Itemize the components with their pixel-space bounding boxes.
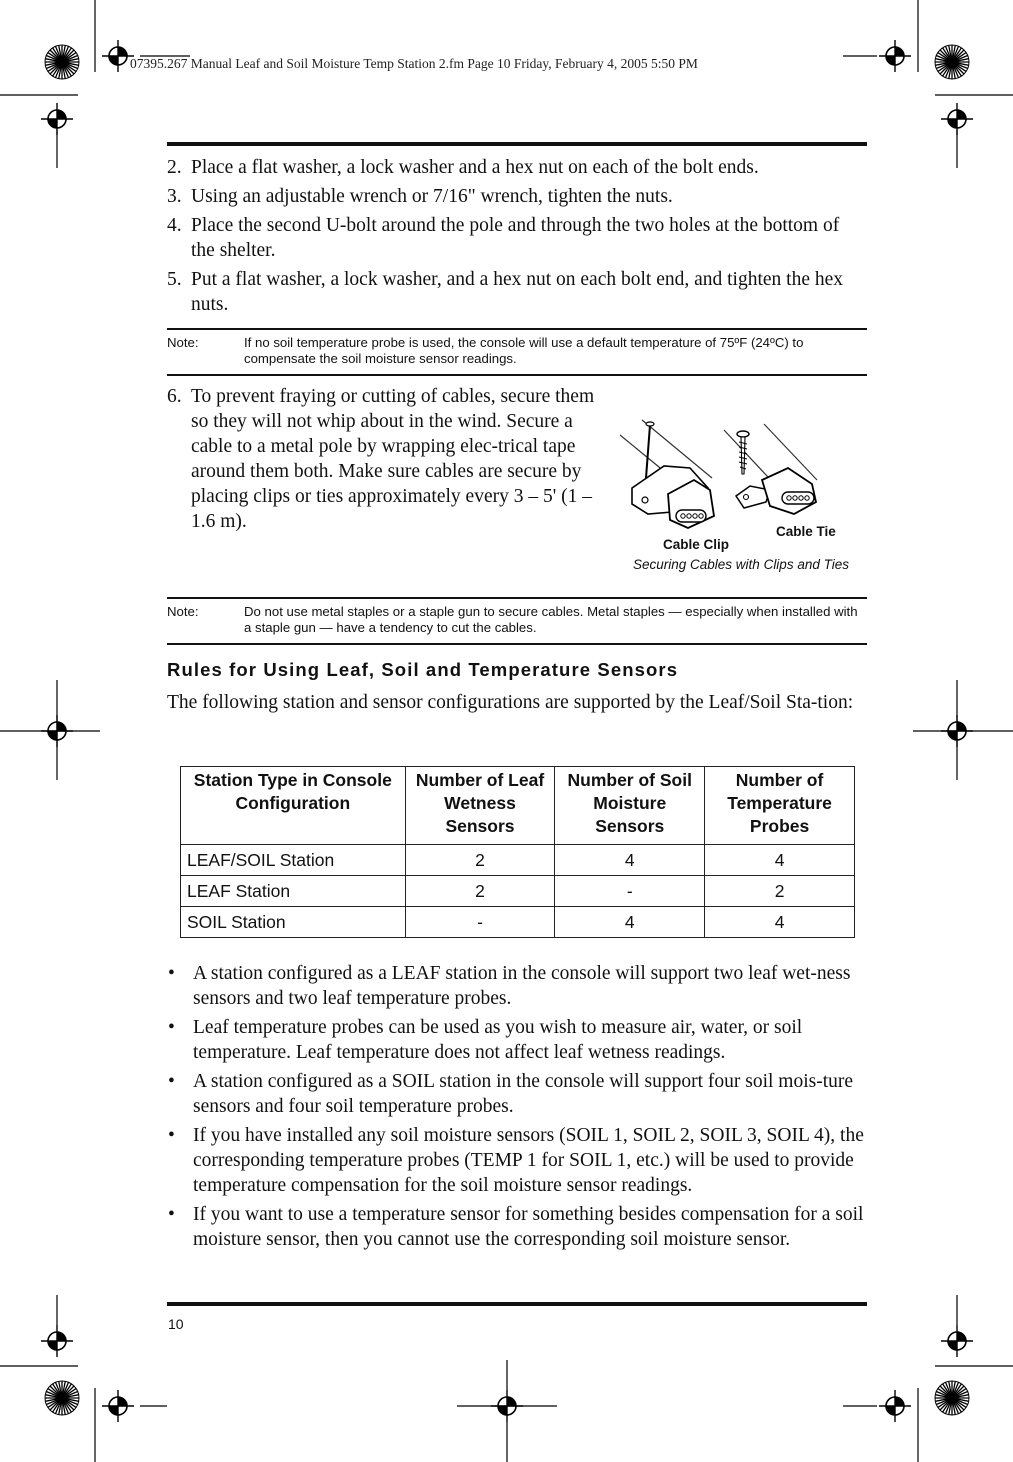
step-3 xyxy=(167,184,867,209)
list-item xyxy=(167,1123,867,1198)
step-number: 6. xyxy=(167,386,182,407)
cable-clip-tie-illustration xyxy=(612,410,862,580)
list-item-text: Leaf temperature probes can be used as you wish to measure air, water, or soil temperature. Leaf temperature does not affect leaf wetness readings. xyxy=(193,1017,803,1063)
table-row xyxy=(181,907,855,938)
step-number: 3. xyxy=(167,186,182,207)
table-row xyxy=(181,876,855,907)
table-header-row xyxy=(181,767,855,845)
table-cell: LEAF Station xyxy=(181,876,406,907)
note1-top-rule xyxy=(167,328,867,330)
note-label: Note: xyxy=(167,335,199,350)
cable-tie-label: Cable Tie xyxy=(776,524,836,539)
step-text: Using an adjustable wrench or 7/16" wrench, tighten the nuts. xyxy=(191,186,673,207)
column-header: Number of Temperature Probes xyxy=(705,767,855,845)
table-cell: 4 xyxy=(705,907,855,938)
list-item xyxy=(167,1069,867,1119)
step-4 xyxy=(167,213,867,263)
list-item-text: If you want to use a temperature sensor for something besides compensation for a soil moisture sensor, then you cannot use the corresponding soil moisture sensor. xyxy=(193,1204,864,1250)
table-cell: 2 xyxy=(705,876,855,907)
note-text: Do not use metal staples or a staple gun to secure cables. Metal staples — especially when installed with a staple gun — have a tendency to cut the cables. xyxy=(244,604,858,635)
list-item xyxy=(167,1015,867,1065)
bullet-marker: • xyxy=(168,1071,175,1092)
steps-top xyxy=(167,155,867,317)
column-header: Number of Soil Moisture Sensors xyxy=(555,767,705,845)
note-label: Note: xyxy=(167,604,199,619)
table-cell: 4 xyxy=(555,845,705,876)
step-text: Place the second U-bolt around the pole and through the two holes at the bottom of the shelter. xyxy=(191,215,840,261)
bullet-marker: • xyxy=(168,1017,175,1038)
rules-bullet-list xyxy=(167,961,867,1256)
list-item-text: If you have installed any soil moisture sensors (SOIL 1, SOIL 2, SOIL 3, SOIL 4), the corresponding temperature probes (TEMP 1 for SOIL 1, etc.) will be used to provide temperature compensation for the soil moisture sensor readings. xyxy=(193,1125,864,1196)
table-cell: 2 xyxy=(405,845,555,876)
step-5 xyxy=(167,267,867,317)
bullet-marker: • xyxy=(168,1204,175,1225)
step-text: Put a flat washer, a lock washer, and a hex nut on each bolt end, and tighten the hex nuts. xyxy=(191,269,844,315)
note-metal-staples xyxy=(167,604,867,636)
list-item xyxy=(167,961,867,1011)
table-cell: 4 xyxy=(705,845,855,876)
step-2 xyxy=(167,155,867,180)
step-number: 5. xyxy=(167,269,182,290)
table-row xyxy=(181,845,855,876)
table-cell: 2 xyxy=(405,876,555,907)
note1-bottom-rule xyxy=(167,374,867,376)
step-number: 4. xyxy=(167,215,182,236)
table-cell: - xyxy=(555,876,705,907)
page-number: 10 xyxy=(168,1316,184,1332)
cable-clip-label: Cable Clip xyxy=(663,537,730,552)
column-header: Station Type in Console Configuration xyxy=(181,767,406,845)
section-intro: The following station and sensor configurations are supported by the Leaf/Soil Sta-tion: xyxy=(167,692,854,713)
bullet-marker: • xyxy=(168,1125,175,1146)
bullet-marker: • xyxy=(168,963,175,984)
bottom-rule xyxy=(167,1302,867,1306)
section-heading: Rules for Using Leaf, Soil and Temperature Sensors xyxy=(167,659,679,680)
note2-top-rule xyxy=(167,597,867,599)
top-rule xyxy=(167,142,867,146)
file-header: 07395.267 Manual Leaf and Soil Moisture Temp Station 2.fm Page 10 Friday, February 4, 2005 5:50 PM xyxy=(130,56,698,71)
column-header: Number of Leaf Wetness Sensors xyxy=(405,767,555,845)
list-item-text: A station configured as a LEAF station in the console will support two leaf wet-ness sensors and two leaf temperature probes. xyxy=(193,963,851,1009)
list-item xyxy=(167,1202,867,1252)
table-cell: - xyxy=(405,907,555,938)
table-cell: LEAF/SOIL Station xyxy=(181,845,406,876)
step-number: 2. xyxy=(167,157,182,178)
table-cell: 4 xyxy=(555,907,705,938)
figure-caption: Securing Cables with Clips and Ties xyxy=(633,557,849,572)
note-soil-temperature xyxy=(167,335,867,367)
note-text: If no soil temperature probe is used, the console will use a default temperature of 75ºF (24ºC) to compensate the soil moisture sensor readings. xyxy=(244,335,804,366)
step-text: To prevent fraying or cutting of cables, secure them so they will not whip about in the wind. Secure a cable to a metal pole by wrapping elec-trical tape around them both. Make sure cables are secure by placing clips or ties approximately every 3 – 5' (1 – 1.6 m). xyxy=(191,386,595,532)
step-6 xyxy=(167,384,599,534)
step-text: Place a flat washer, a lock washer and a hex nut on each of the bolt ends. xyxy=(191,157,759,178)
sensor-configuration-table xyxy=(180,766,855,938)
table-cell: SOIL Station xyxy=(181,907,406,938)
note2-bottom-rule xyxy=(167,643,867,645)
list-item-text: A station configured as a SOIL station in the console will support four soil mois-ture sensors and four soil temperature probes. xyxy=(193,1071,854,1117)
